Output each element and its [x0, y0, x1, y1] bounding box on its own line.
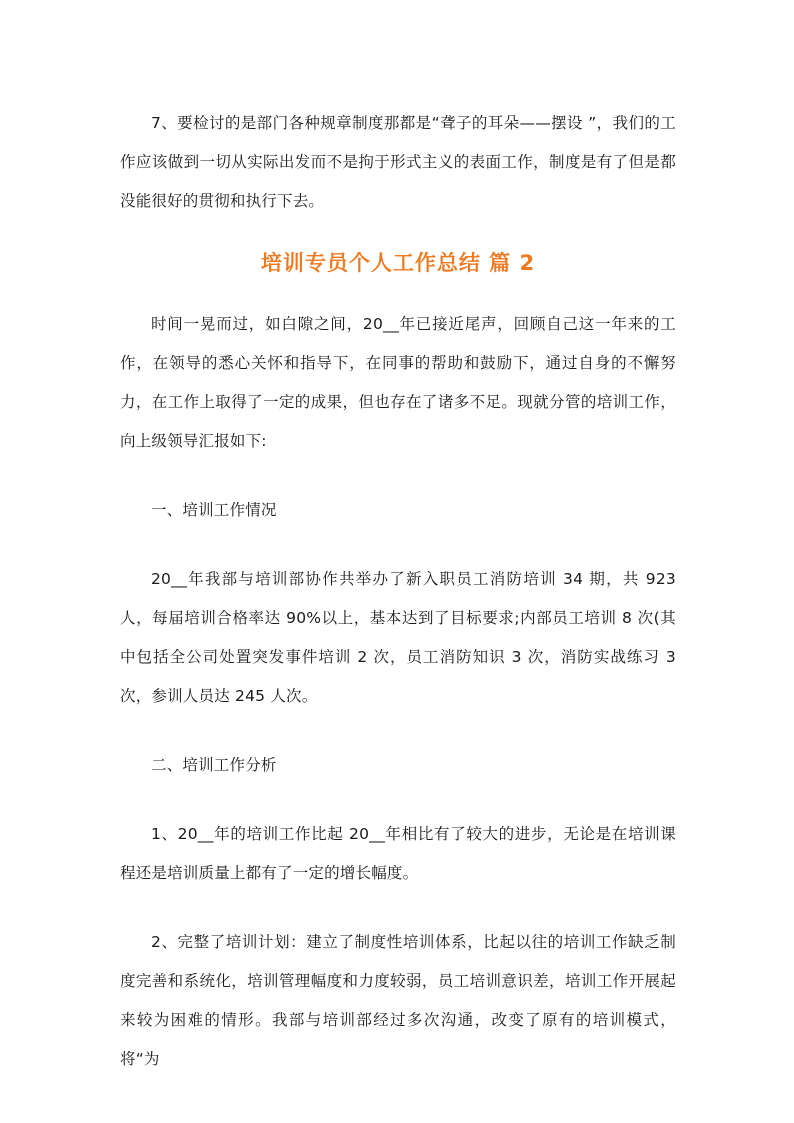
paragraph-analysis-2: 2、完整了培训计划：建立了制度性培训体系，比起以往的培训工作缺乏制度完善和系统化，培训管理幅度和力度较弱，员工培训意识差，培训工作开展起来较为困难的情形。我部与培训部经过多次沟通，改变了原有的培训模式，将“为: [120, 933, 676, 1068]
paragraph-training-situation: 20__年我部与培训部协作共举办了新入职员工消防培训 34 期，共 923 人，每届培训合格率达 90%以上，基本达到了目标要求;内部员工培训 8 次(其中包括全公司处置突发事件培训 2 次，员工消防知识 3 次，消防实战练习 3 次，参训人员达 245 人次。: [120, 570, 676, 705]
heading-training-analysis: 二、培训工作分析: [151, 756, 277, 774]
heading-training-situation: 一、培训工作情况: [151, 501, 277, 519]
section-title: 培训专员个人工作总结 篇 2: [260, 251, 536, 275]
document-body: [120, 104, 676, 1079]
paragraph-analysis-1: 1、20__年的培训工作比起 20__年相比有了较大的进步，无论是在培训课程还是培训质量上都有了一定的增长幅度。: [120, 825, 676, 882]
paragraph-item-7: 7、要检讨的是部门各种规章制度那都是“聋子的耳朵——摆设 ”，我们的工作应该做到一切从实际出发而不是拘于形式主义的表面工作，制度是有了但是都没能很好的贯彻和执行下去。: [120, 114, 676, 210]
paragraph-opening: 时间一晃而过，如白隙之间，20__年已接近尾声，回顾自己这一年来的工作，在领导的悉心关怀和指导下，在同事的帮助和鼓励下，通过自身的不懈努力，在工作上取得了一定的成果，但也存在了诸多不足。现就分管的培训工作，向上级领导汇报如下:: [120, 315, 676, 450]
